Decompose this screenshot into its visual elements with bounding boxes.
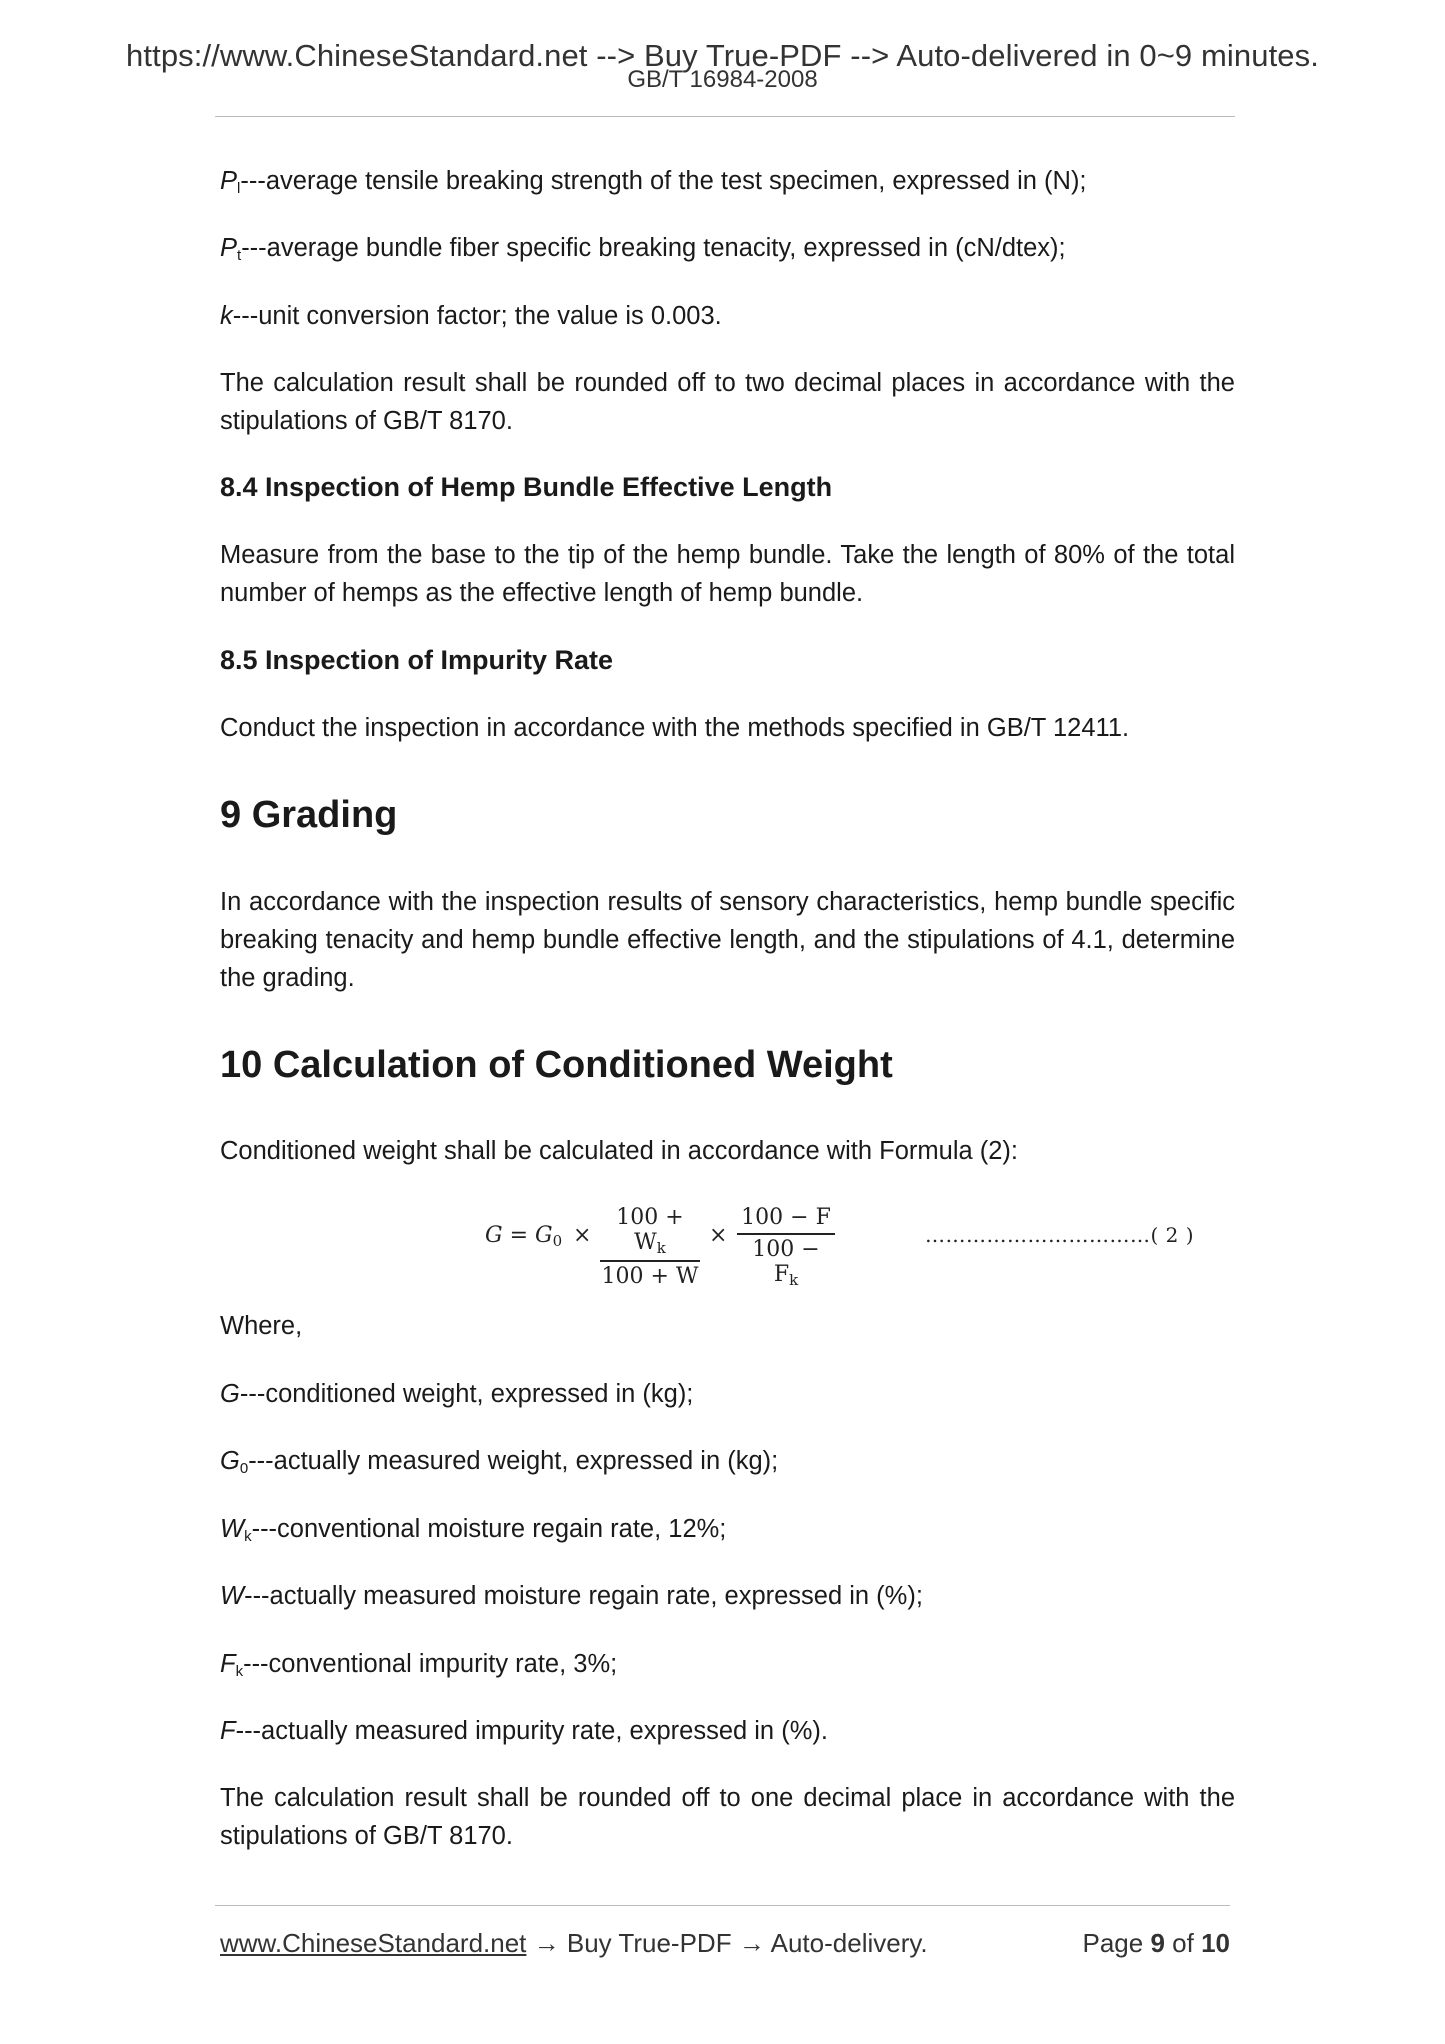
fraction-1-numerator <box>600 1205 700 1260</box>
definition-symbol: W <box>220 1515 245 1543</box>
paragraph-8-5: Conduct the inspection in accordance with the methods specified in GB/T 12411. <box>220 714 1130 742</box>
definition-text: ---average tensile breaking strength of the test specimen, expressed in (N); <box>240 167 1087 195</box>
formula-lhs <box>485 1223 562 1250</box>
definition-g0 <box>220 1442 1235 1488</box>
formula-2 <box>485 1205 1245 1289</box>
definition-symbol: F <box>220 1717 236 1745</box>
definition-subscript: 0 <box>239 1460 249 1477</box>
footer-delivery-text: Auto-delivery. <box>770 1928 928 1958</box>
formula-fraction-2 <box>737 1205 835 1289</box>
arrow-right-icon: → <box>533 1928 560 1958</box>
page-footer <box>220 1928 1230 1959</box>
definition-text: ---actually measured moisture regain rate, expressed in (%); <box>244 1582 923 1610</box>
fraction-1-numerator-text: 100 + W <box>616 1205 684 1255</box>
definition-subscript: k <box>235 1663 244 1680</box>
definition-text: ---conditioned weight, expressed in (kg); <box>239 1380 694 1408</box>
definition-g <box>220 1375 1235 1413</box>
fraction-1-denominator: 100 + W <box>601 1263 699 1289</box>
heading-9: 9 Grading <box>220 794 398 836</box>
definition-symbol: G <box>220 1380 240 1408</box>
definition-pt <box>220 229 1235 275</box>
definition-symbol: P <box>220 234 238 262</box>
formula-times-1: × <box>573 1223 592 1248</box>
definition-wk <box>220 1510 1235 1556</box>
footer-buy-text: Buy True-PDF <box>566 1928 732 1958</box>
page-number: 9 <box>1150 1928 1165 1958</box>
definition-subscript: k <box>244 1528 252 1545</box>
heading-10: 10 Calculation of Conditioned Weight <box>220 1044 893 1086</box>
fraction-2-numerator: 100 − F <box>741 1205 831 1230</box>
arrow-right-icon: → <box>738 1928 765 1958</box>
definition-symbol: F <box>220 1650 236 1678</box>
definition-text: ---unit conversion factor; the value is 0.003. <box>232 302 722 330</box>
formula-times-2: × <box>709 1223 728 1248</box>
definition-pl <box>220 162 1235 208</box>
total-pages: 10 <box>1201 1928 1230 1958</box>
page-label: Page <box>1082 1928 1144 1958</box>
paragraph-10-intro: Conditioned weight shall be calculated in accordance with Formula (2): <box>220 1137 1019 1165</box>
fraction-2-denominator <box>737 1235 835 1289</box>
footer-divider <box>215 1905 1230 1906</box>
rounding-note-one-decimal: The calculation result shall be rounded off to one decimal place in accordance with the stipulations of GB/T 8170. <box>220 1784 1235 1850</box>
paragraph-9: In accordance with the inspection results of sensory characteristics, hemp bundle specific breaking tenacity and hemp bundle effective length, and the stipulations of 4.1, determine the grading. <box>220 888 1235 992</box>
heading-8-4: 8.4 Inspection of Hemp Bundle Effective Length <box>220 472 833 502</box>
header-divider <box>215 116 1235 117</box>
definition-text: ---actually measured impurity rate, expressed in (%). <box>235 1717 828 1745</box>
formula-lhs-subscript: 0 <box>552 1232 563 1250</box>
definition-symbol: k <box>220 302 233 330</box>
page-indicator <box>1082 1928 1230 1959</box>
definition-text: ---conventional impurity rate, 3%; <box>243 1650 618 1678</box>
definition-w <box>220 1577 1235 1615</box>
definition-f <box>220 1712 1235 1750</box>
standard-code: GB/T 16984-2008 <box>627 66 818 93</box>
rounding-note-two-decimals: The calculation result shall be rounded off to two decimal places in accordance with the stipulations of GB/T 8170. <box>220 369 1235 435</box>
definition-symbol: G <box>220 1447 240 1475</box>
where-label: Where, <box>220 1312 303 1340</box>
fraction-2-denominator-subscript: k <box>789 1270 799 1289</box>
fraction-2-denominator-text: 100 − F <box>752 1236 820 1287</box>
definition-symbol: W <box>220 1582 245 1610</box>
definition-text: ---conventional moisture regain rate, 12%; <box>251 1515 727 1543</box>
footer-site-link[interactable]: www.ChineseStandard.net <box>220 1928 527 1958</box>
definition-text: ---average bundle fiber specific breaking tenacity, expressed in (cN/dtex); <box>241 234 1066 262</box>
formula-number: ……………………………( 2 ) <box>925 1223 1195 1247</box>
definition-k <box>220 297 1235 335</box>
definition-subscript: t <box>237 247 242 264</box>
definition-fk <box>220 1645 1235 1691</box>
heading-8-5: 8.5 Inspection of Impurity Rate <box>220 645 614 675</box>
fraction-1-numerator-subscript: k <box>656 1239 666 1257</box>
definition-subscript: l <box>237 180 241 197</box>
definition-text: ---actually measured weight, expressed in (kg); <box>248 1447 779 1475</box>
formula-lhs-text: G = G <box>485 1223 553 1248</box>
formula-fraction-1 <box>600 1205 700 1289</box>
paragraph-8-4: Measure from the base to the tip of the hemp bundle. Take the length of 80% of the total number of hemps as the effective length of hemp bundle. <box>220 541 1235 607</box>
definition-symbol: P <box>220 167 238 195</box>
of-label: of <box>1172 1928 1194 1958</box>
top-banner: https://www.ChineseStandard.net --> Buy True-PDF --> Auto-delivered in 0~9 minutes. <box>126 38 1319 73</box>
